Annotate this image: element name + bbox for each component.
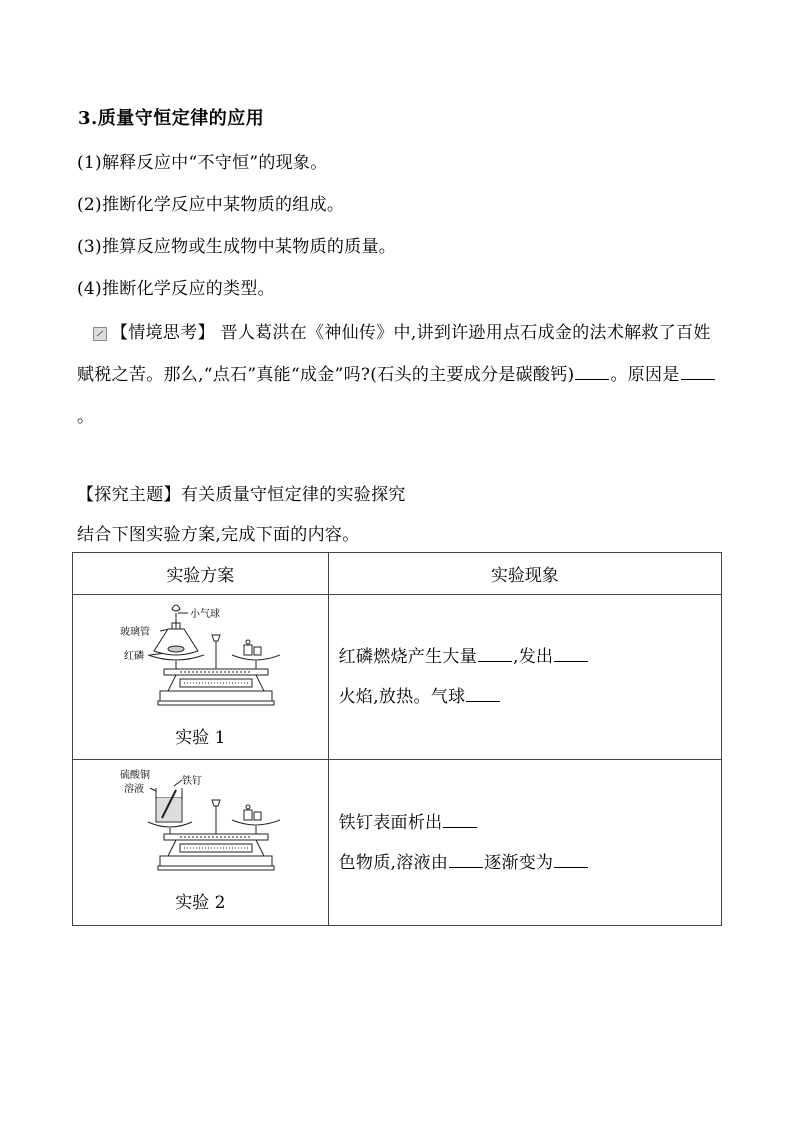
scenario-text: 。原因是 (610, 365, 680, 385)
experiment-1-cell (73, 595, 329, 760)
observation-text: 铁钉表面析出 (338, 812, 443, 833)
answer-blank (681, 378, 715, 380)
section-title: 3.质量守恒定律的应用 (78, 108, 265, 129)
observation-text: 逐渐变为 (484, 852, 554, 873)
list-item: (1)解释反应中“不守恒”的现象。 (77, 153, 328, 173)
observation-line (339, 843, 721, 883)
experiment-caption: 实验 1 (175, 728, 226, 748)
label-glass-tube: 玻璃管 (120, 627, 151, 638)
observation-line (339, 677, 721, 717)
observation-line (339, 637, 721, 677)
experiment-caption: 实验 2 (175, 893, 226, 913)
list-item: (3)推算反应物或生成物中某物质的质量。 (77, 237, 397, 257)
scenario-paragraph (77, 312, 722, 438)
label-small-balloon: 小气球 (190, 609, 221, 620)
label-copper-sulfate: 硫酸铜 (120, 770, 151, 781)
experiment-table (72, 552, 722, 926)
topic-tag: 【探究主题】 (77, 485, 181, 505)
experiment-2-cell (73, 760, 329, 926)
scenario-text: 。 (77, 407, 95, 427)
scenario-tag: 【情境思考】 (111, 323, 215, 343)
list-item: (2)推断化学反应中某物质的组成。 (77, 195, 345, 215)
label-iron-nail: 铁钉 (182, 776, 203, 787)
answer-blank (449, 866, 483, 868)
topic-heading (77, 480, 406, 505)
answer-blank (554, 866, 588, 868)
answer-blank (554, 660, 588, 662)
observation-text: 火焰,放热。气球 (338, 687, 466, 707)
observation-text: 色物质,溶液由 (338, 852, 449, 873)
table-row (73, 595, 722, 760)
scenario-text: 晋人葛洪在《神仙传》中,讲到许逊用点石成金的法术解救了百姓赋税之苦。那么,“点石”真能“成金”吗?(石头的主要成分是碳酸钙) (77, 323, 711, 385)
experiment-2-figure (120, 764, 280, 882)
observation-cell (328, 595, 721, 760)
table-header: 实验现象 (328, 553, 721, 595)
answer-blank (478, 660, 512, 662)
answer-blank (466, 700, 500, 702)
table-header: 实验方案 (73, 553, 329, 595)
answer-blank (575, 378, 609, 380)
experiment-1-figure (120, 599, 280, 717)
answer-blank (443, 826, 477, 828)
observation-text: ,发出 (513, 647, 554, 667)
label-solution: 溶液 (124, 784, 145, 795)
topic-text: 有关质量守恒定律的实验探究 (180, 485, 406, 505)
thinking-icon (93, 327, 107, 341)
label-red-phosphorus: 红磷 (124, 651, 145, 662)
list-item: (4)推断化学反应的类型。 (77, 279, 275, 299)
intro-text: 结合下图实验方案,完成下面的内容。 (77, 525, 360, 545)
observation-cell (328, 760, 721, 926)
observation-text: 红磷燃烧产生大量 (338, 647, 478, 667)
observation-line (339, 803, 721, 843)
table-row (73, 760, 722, 926)
